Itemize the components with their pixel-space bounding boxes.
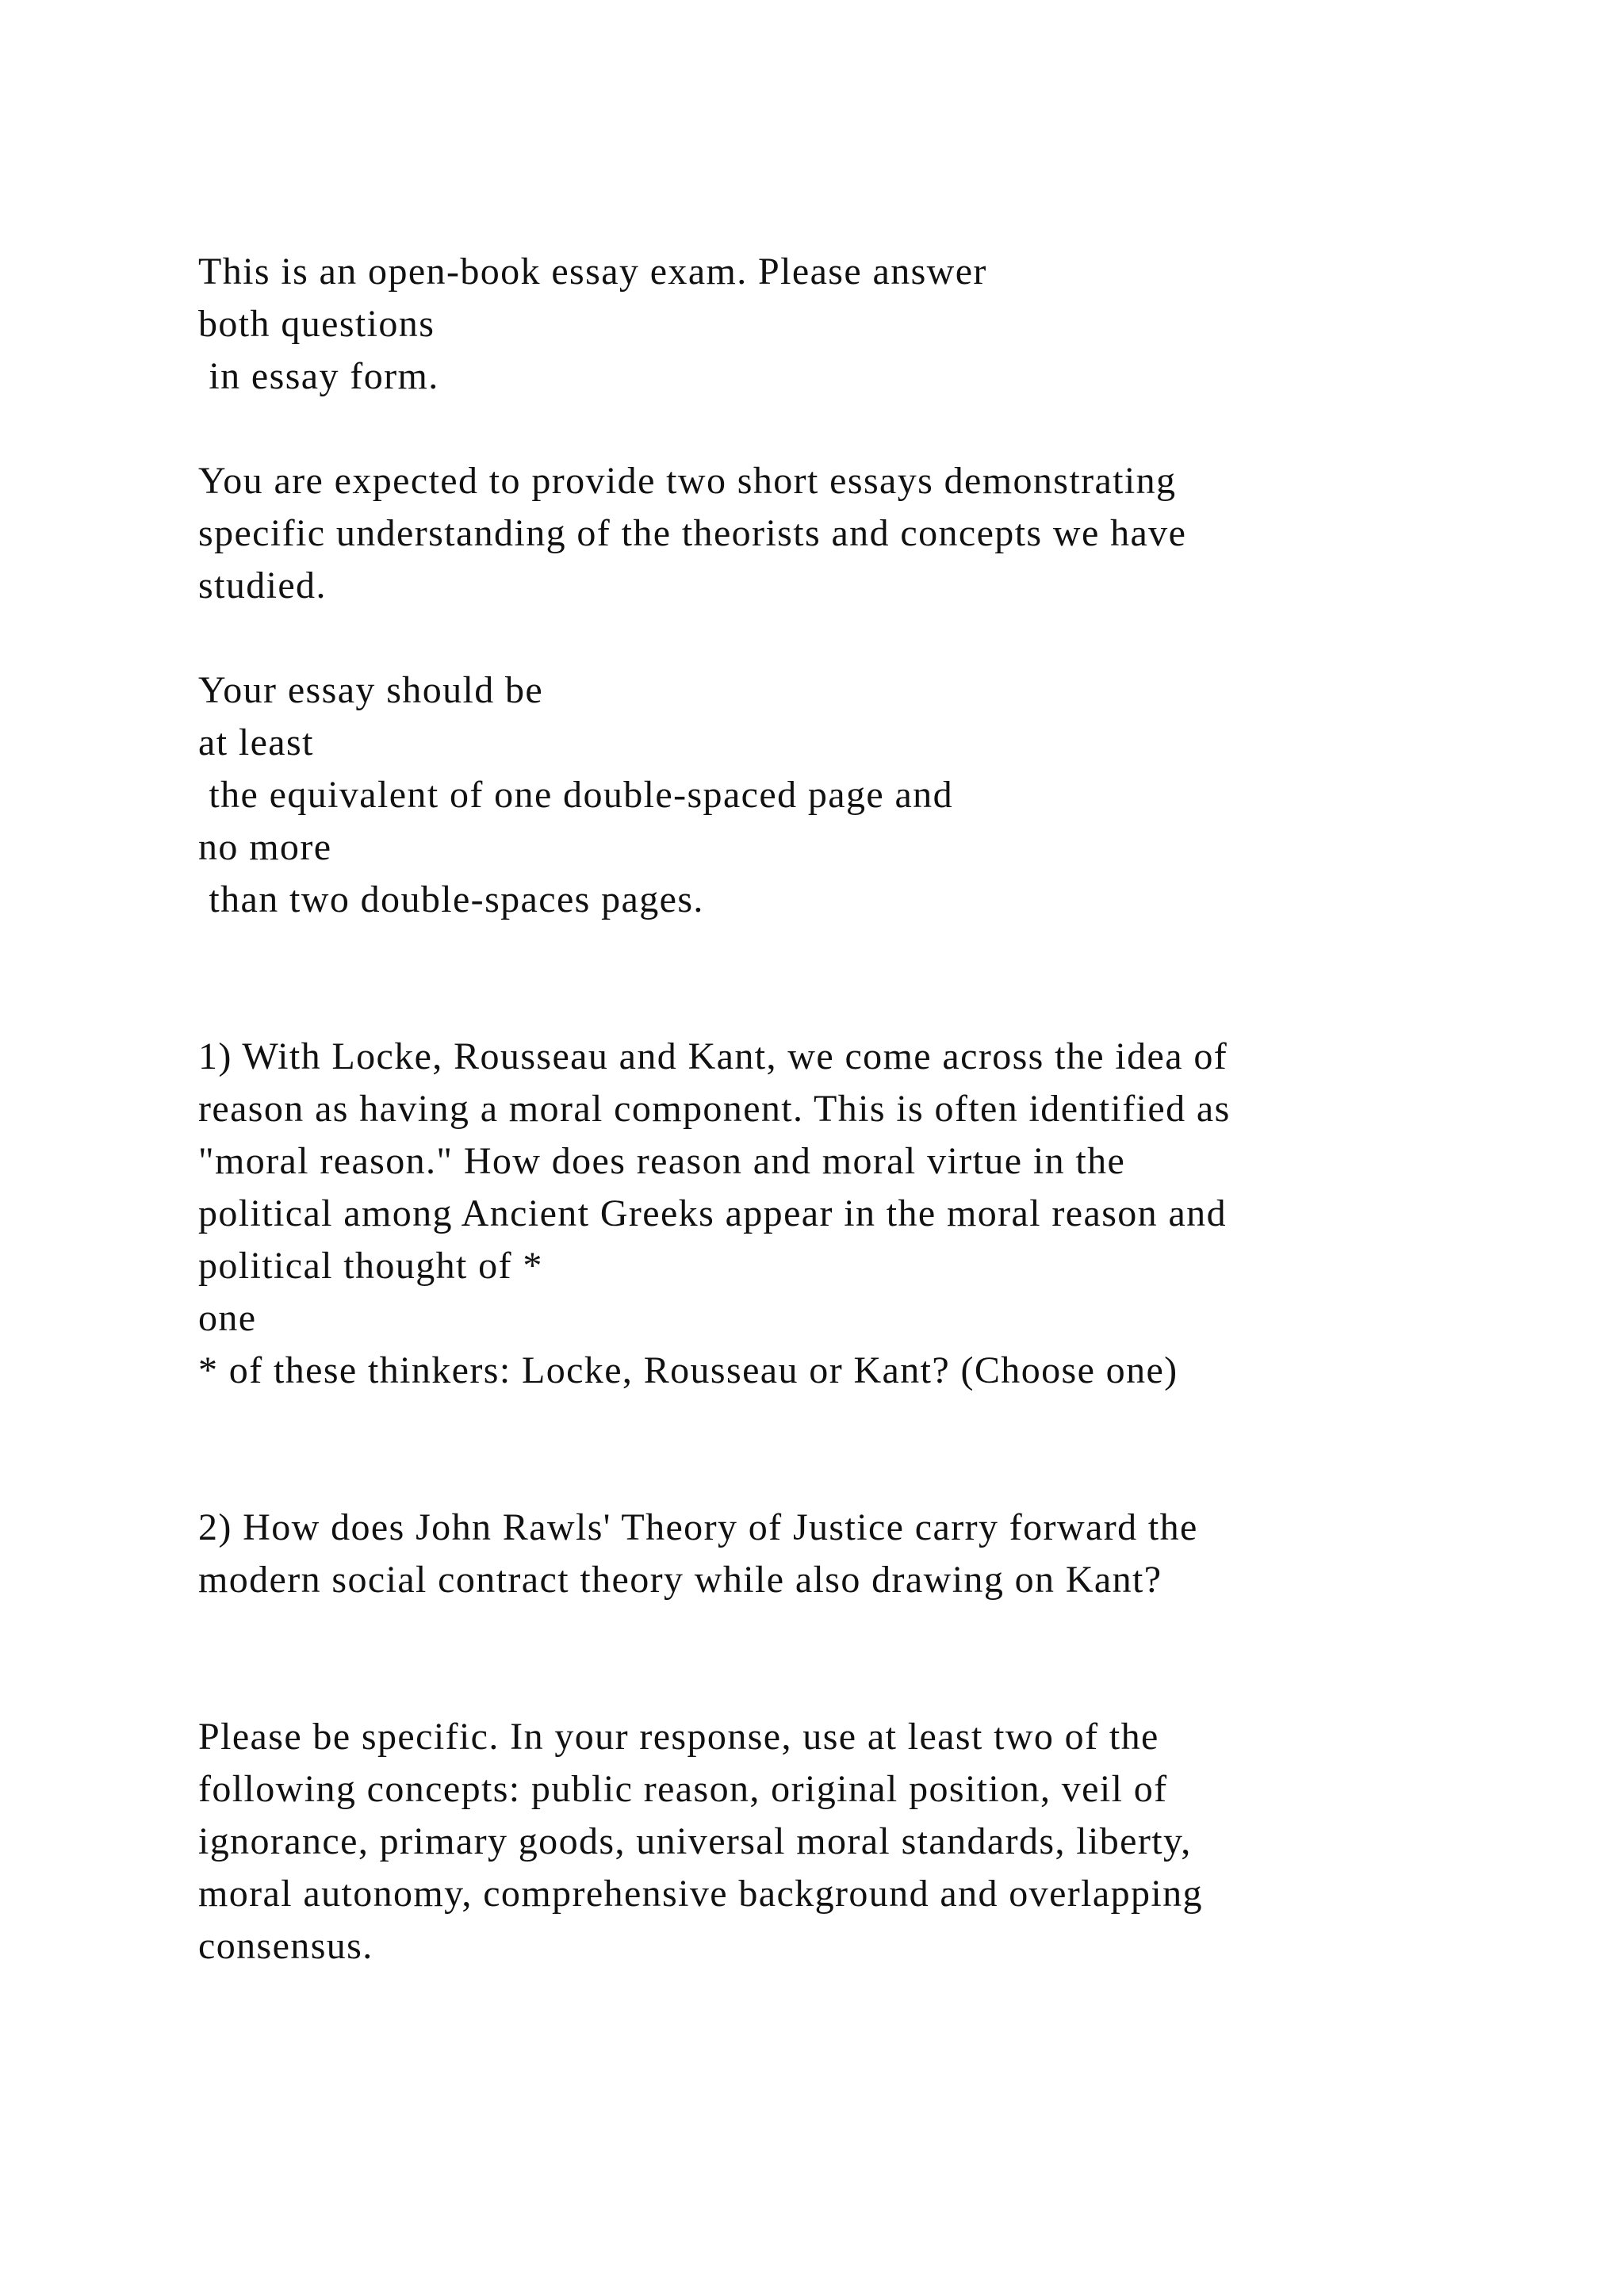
text-line: * of these thinkers: Locke, Rousseau or Kant? (Choose one): [198, 1349, 1178, 1391]
text-line: studied.: [198, 564, 327, 607]
text-line: in essay form.: [198, 355, 439, 397]
text-line: following concepts: public reason, original position, veil of: [198, 1768, 1168, 1810]
instructions-paragraph: [198, 1711, 1435, 1973]
length-paragraph: [198, 664, 1435, 926]
text-line: at least: [198, 721, 314, 763]
text-line: This is an open-book essay exam. Please answer: [198, 251, 987, 293]
paragraph-spacer: [198, 1397, 1435, 1502]
text-line: political among Ancient Greeks appear in the moral reason and: [198, 1192, 1227, 1234]
text-line: specific understanding of the theorists and concepts we have: [198, 512, 1187, 554]
paragraph-spacer: [198, 1606, 1435, 1711]
text-line: the equivalent of one double-spaced page and: [198, 774, 953, 816]
text-line: 2) How does John Rawls' Theory of Justice carry forward the: [198, 1506, 1198, 1548]
text-line: no more: [198, 826, 332, 868]
text-line: consensus.: [198, 1925, 373, 1967]
text-line: both questions: [198, 303, 435, 345]
paragraph-spacer: [198, 403, 1435, 455]
text-line: You are expected to provide two short essays demonstrating: [198, 460, 1177, 502]
text-line: political thought of *: [198, 1245, 543, 1287]
text-line: than two double-spaces pages.: [198, 878, 704, 920]
text-line: reason as having a moral component. This is often identified as: [198, 1088, 1231, 1130]
paragraph-spacer: [198, 612, 1435, 664]
text-line: moral autonomy, comprehensive background and overlapping: [198, 1873, 1203, 1915]
document-body: [198, 246, 1435, 1973]
text-line: Your essay should be: [198, 669, 544, 711]
expectation-paragraph: [198, 455, 1435, 612]
paragraph-spacer: [198, 926, 1435, 1031]
text-line: one: [198, 1297, 257, 1339]
question-1: [198, 1031, 1435, 1397]
text-line: modern social contract theory while also drawing on Kant?: [198, 1559, 1162, 1601]
text-line: ignorance, primary goods, universal moral standards, liberty,: [198, 1820, 1192, 1862]
text-line: Please be specific. In your response, use at least two of the: [198, 1716, 1159, 1758]
text-line: "moral reason." How does reason and moral virtue in the: [198, 1140, 1126, 1182]
intro-paragraph: [198, 246, 1435, 403]
question-2: [198, 1502, 1435, 1606]
text-line: 1) With Locke, Rousseau and Kant, we come across the idea of: [198, 1035, 1228, 1077]
